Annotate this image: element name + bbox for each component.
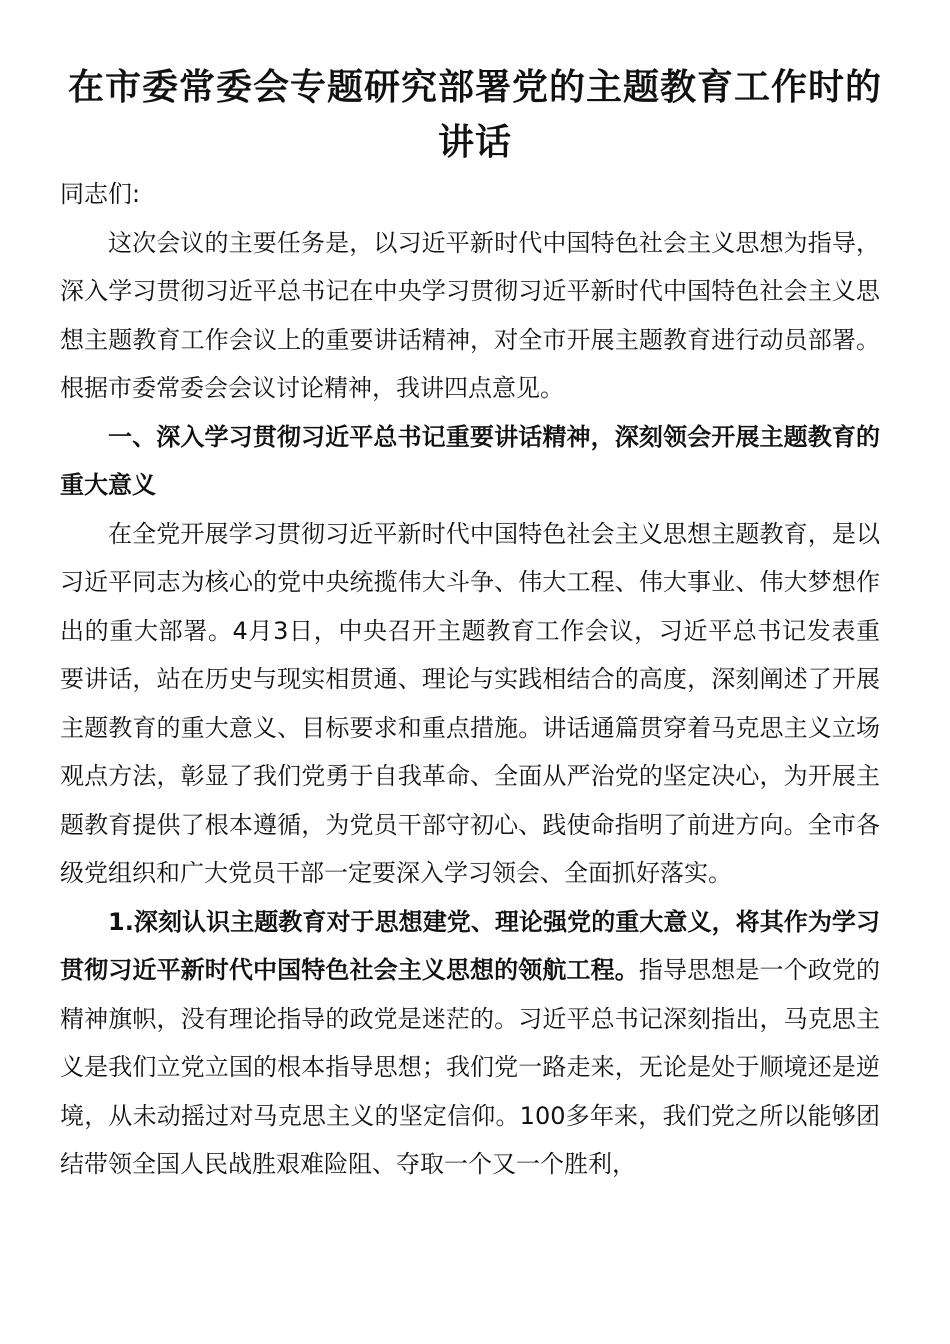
- section-1-heading: 一、深入学习贯彻习近平总书记重要讲话精神，深刻领会开展主题教育的重大意义: [60, 422, 880, 499]
- salutation: 同志们:: [60, 180, 141, 208]
- point-1-paragraph: [60, 898, 880, 1189]
- document-title: 在市委常委会专题研究部署党的主题教育工作时的讲话: [67, 66, 882, 163]
- document-body: [60, 170, 880, 1189]
- point-1-body: 指导思想是一个政党的精神旗帜，没有理论指导的政党是迷茫的。习近平总书记深刻指出，马克思主义是我们立党立国的根本指导思想；我们党一路走来，无论是处于顺境还是逆境，从未动摇过对马克思主义的坚定信仰。100多年来，我们党之所以能够团结带领全国人民战胜艰难险阻、夺取一个又一个胜利，: [60, 956, 881, 1178]
- section-1-paragraph: 在全党开展学习贯彻习近平新时代中国特色社会主义思想主题教育，是以习近平同志为核心的党中央统揽伟大斗争、伟大工程、伟大事业、伟大梦想作出的重大部署。4月3日，中央召开主题教育工作会议，习近平总书记发表重要讲话，站在历史与现实相贯通、理论与实践相结合的高度，深刻阐述了开展主题教育的重大意义、目标要求和重点措施。讲话通篇贯穿着马克思主义立场观点方法，彰显了我们党勇于自我革命、全面从严治党的坚定决心，为开展主题教育提供了根本遵循，为党员干部守初心、践使命指明了前进方向。全市各级党组织和广大党员干部一定要深入学习领会、全面抓好落实。: [60, 519, 880, 887]
- intro-paragraph: 这次会议的主要任务是，以习近平新时代中国特色社会主义思想为指导，深入学习贯彻习近平总书记在中央学习贯彻习近平新时代中国特色社会主义思想主题教育工作会议上的重要讲话精神，对全市开展主题教育进行动员部署。根据市委常委会会议讨论精神，我讲四点意见。: [60, 228, 880, 402]
- point-1-title: 1.深刻认识主题教育对于思想建党、理论强党的重大意义，将其作为学习贯彻习近平新时代中国特色社会主义思想的领航工程。: [60, 907, 880, 984]
